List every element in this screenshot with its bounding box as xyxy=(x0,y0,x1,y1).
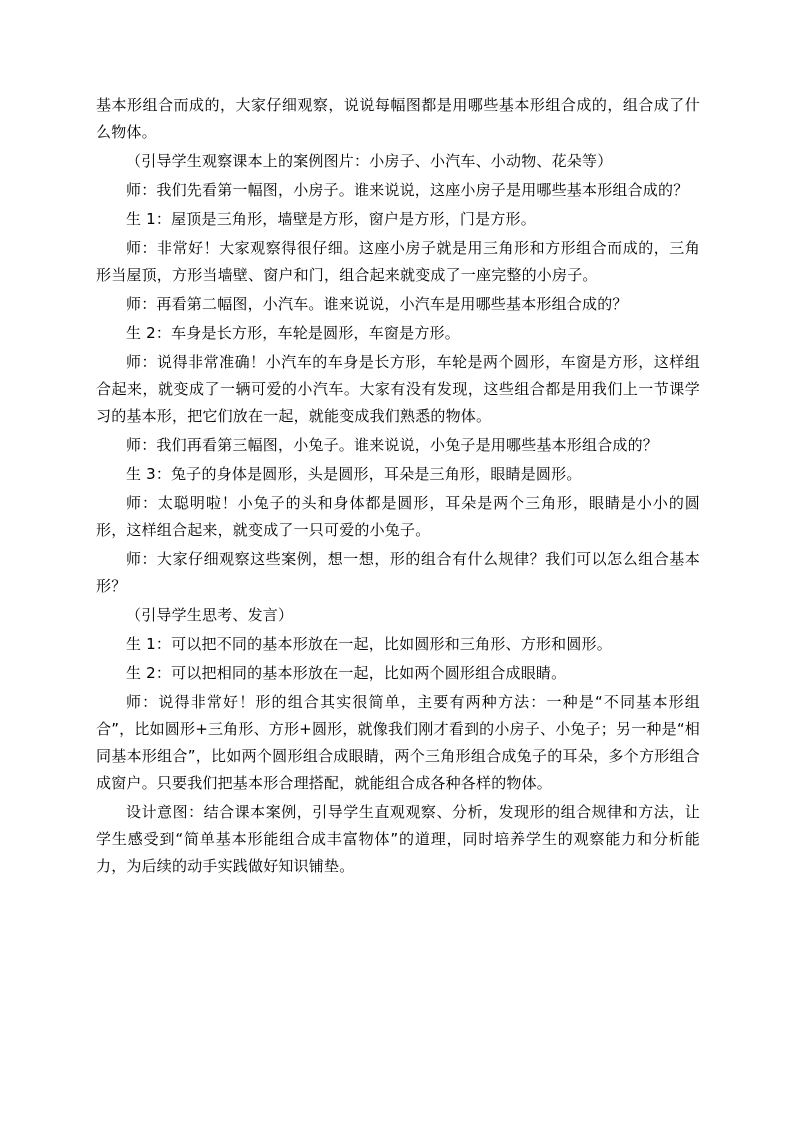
paragraph-student-answer-2: 生 2：可以把相同的基本形放在一起，比如两个圆形组合成眼睛。 xyxy=(126,664,567,682)
paragraph-student-car: 生 2：车身是长方形，车轮是圆形，车窗是方形。 xyxy=(126,324,460,342)
paragraph-teacher-car: 师：再看第二幅图，小汽车。谁来说说，小汽车是用哪些基本形组合成的？ xyxy=(126,295,628,313)
paragraph-guide-note: （引导学生观察课本上的案例图片：小房子、小汽车、小动物、花朵等） xyxy=(126,152,613,170)
paragraph-student-house: 生 1：屋顶是三角形，墙壁是方形，窗户是方形，门是方形。 xyxy=(126,210,536,228)
paragraph-teacher-house: 师：我们先看第一幅图，小房子。谁来说说，这座小房子是用哪些基本形组合成的？ xyxy=(126,181,689,199)
paragraph-teacher-question: 师：大家仔细观察这些案例，想一想，形的组合有什么规律？我们可以怎么组合基本形？ xyxy=(96,550,700,595)
paragraph-guide-think: （引导学生思考、发言） xyxy=(126,606,294,624)
paragraph-student-rabbit: 生 3：兔子的身体是圆形，头是圆形，耳朵是三角形，眼睛是圆形。 xyxy=(126,465,582,483)
document-page xyxy=(96,92,700,882)
paragraph-teacher-rabbit: 师：我们再看第三幅图，小兔子。谁来说说，小兔子是用哪些基本形组合成的？ xyxy=(126,436,659,454)
paragraph-teacher-methods: 师：说得非常好！形的组合其实很简单，主要有两种方法：一种是“不同基本形组合”，比如圆形+三角形、方形+圆形，就像我们刚才看到的小房子、小兔子；另一种是“相同基本形组合”，比如两个圆形组合成眼睛，两个三角形组合成兔子的耳朵，多个方形组合成窗户。只要我们把基本形合理搭配，就能组合成各种各样的物体。 xyxy=(96,693,700,792)
paragraph-student-answer-1: 生 1：可以把不同的基本形放在一起，比如圆形和三角形、方形和圆形。 xyxy=(126,635,612,653)
paragraph-teacher-car-summary: 师：说得非常准确！小汽车的车身是长方形，车轮是两个圆形，车窗是方形，这样组合起来，就变成了一辆可爱的小汽车。大家有没有发现，这些组合都是用我们上一节课学习的基本形，把它们放在一起，就能变成我们熟悉的物体。 xyxy=(96,353,700,425)
paragraph-design-intent: 设计意图：结合课本案例，引导学生直观观察、分析，发现形的组合规律和方法，让学生感受到“简单基本形能组合成丰富物体”的道理，同时培养学生的观察能力和分析能力，为后续的动手实践做好知识铺垫。 xyxy=(96,803,700,875)
paragraph-continuation: 基本形组合而成的，大家仔细观察，说说每幅图都是用哪些基本形组合成的，组合成了什么物体。 xyxy=(96,96,700,141)
paragraph-teacher-house-summary: 师：非常好！大家观察得很仔细。这座小房子就是用三角形和方形组合而成的，三角形当屋顶，方形当墙壁、窗户和门，组合起来就变成了一座完整的小房子。 xyxy=(96,239,700,284)
paragraph-teacher-rabbit-summary: 师：太聪明啦！小兔子的头和身体都是圆形，耳朵是两个三角形，眼睛是小小的圆形，这样组合起来，就变成了一只可爱的小兔子。 xyxy=(96,494,700,539)
